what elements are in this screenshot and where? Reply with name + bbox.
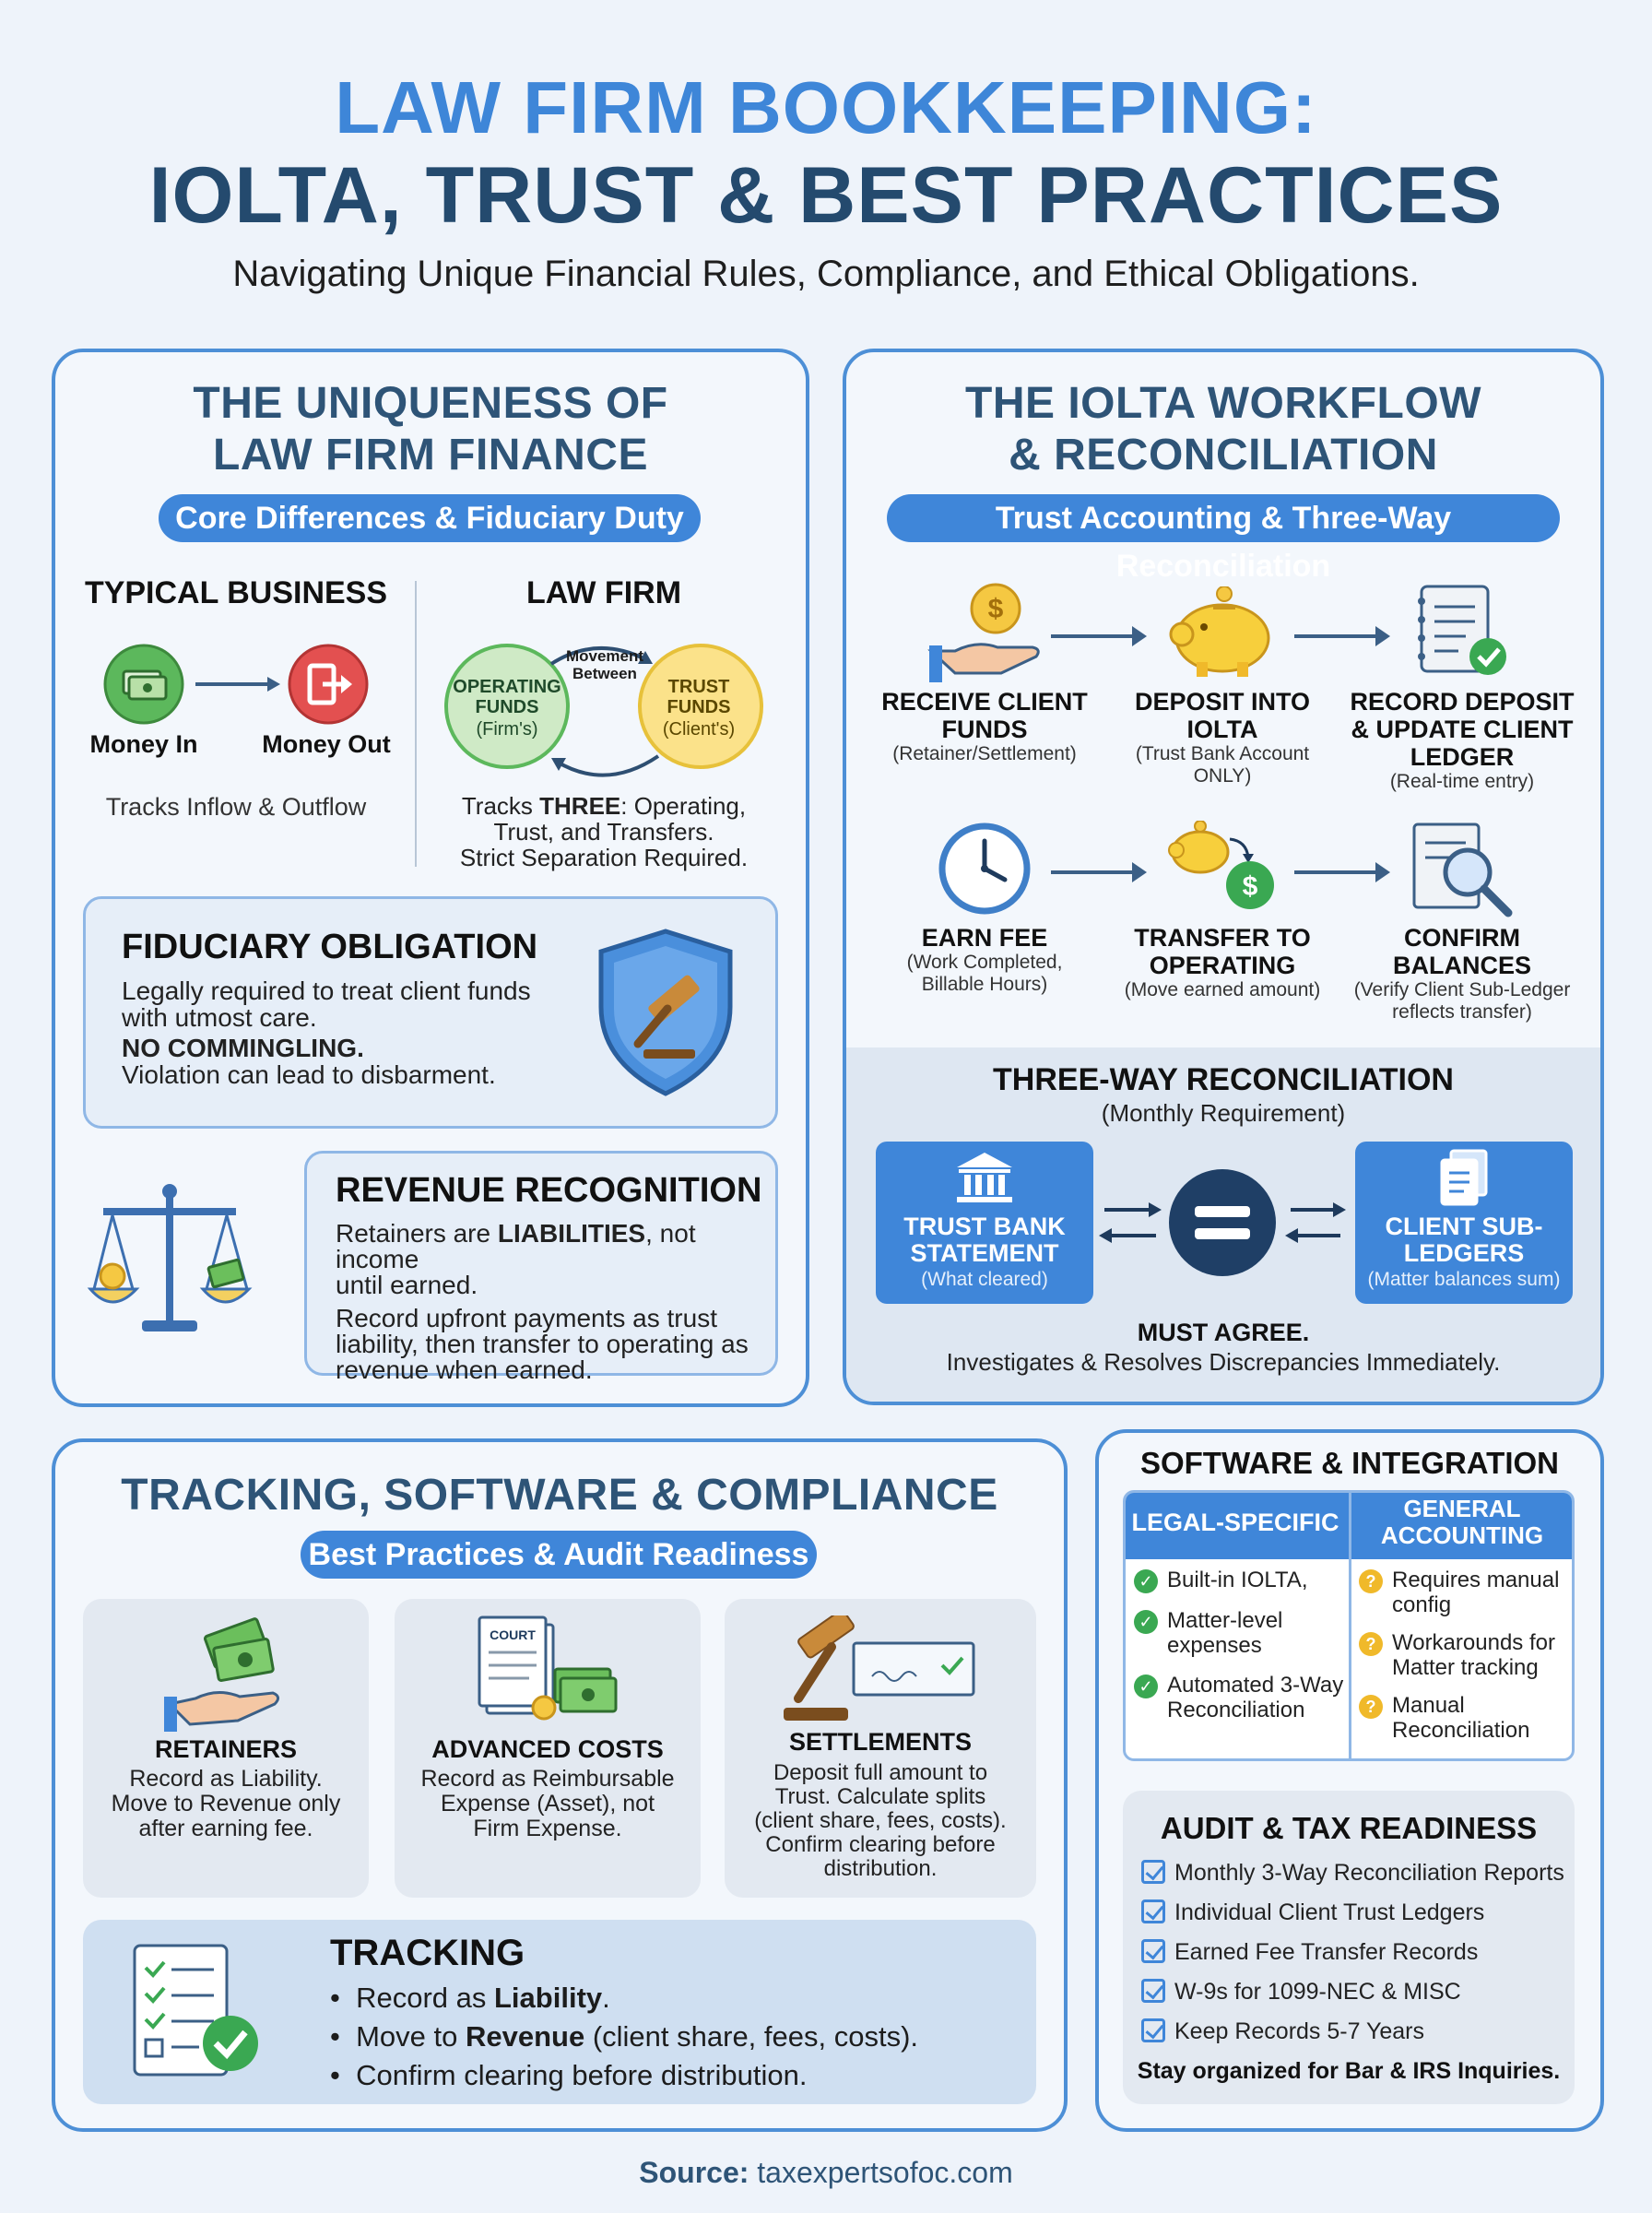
check-icon: ✓ — [1134, 1675, 1158, 1698]
settlements-heading: SETTLEMENTS — [788, 1728, 972, 1756]
fiduciary-heading: FIDUCIARY OBLIGATION — [122, 928, 538, 966]
movement-label: Movement Between — [565, 647, 644, 682]
audit-item: Keep Records 5-7 Years — [1141, 2012, 1575, 2052]
lawfirm-heading: LAW FIRM — [525, 575, 682, 610]
tracking-box-heading: TRACKING — [330, 1933, 525, 1973]
step-receive: RECEIVE CLIENT FUNDS (Retainer/Settlement) — [881, 688, 1088, 764]
title-line-2: IOLTA, TRUST & BEST PRACTICES — [148, 151, 1504, 240]
iolta-title-2: & RECONCILIATION — [1009, 431, 1438, 479]
software-heading: SOFTWARE & INTEGRATION — [1139, 1446, 1560, 1480]
tracking-box-list: • Record as Liability. • Move to Revenue (client share, fees, costs). • Confirm clearing before distribution. — [330, 1982, 919, 2091]
money-in-icon — [105, 645, 183, 723]
svg-text:$: $ — [1242, 871, 1258, 902]
advanced-costs-heading: ADVANCED COSTS — [431, 1735, 664, 1763]
arrow-2 — [1294, 634, 1386, 638]
source-line — [0, 2156, 1652, 2190]
uniqueness-title-2: LAW FIRM FINANCE — [213, 431, 648, 479]
retainers-heading: RETAINERS — [154, 1735, 297, 1763]
scales-icon — [87, 1178, 253, 1344]
legal-feature: ✓ Matter-level expenses — [1134, 1608, 1348, 1673]
operating-funds-label: OPERATING FUNDS — [453, 677, 561, 717]
shield-gavel-icon — [592, 924, 739, 1099]
operating-funds-sub: (Firm's) — [476, 719, 538, 740]
checklist-icon — [125, 1936, 273, 2093]
transfer-money-icon — [1163, 821, 1283, 918]
checkbox-icon — [1141, 1979, 1165, 2003]
settlement-gavel-icon — [784, 1615, 855, 1721]
audit-item: Earned Fee Transfer Records — [1141, 1933, 1575, 1972]
hand-coin-icon — [927, 581, 1047, 682]
svg-text:$: $ — [987, 594, 1004, 624]
step-deposit: DEPOSIT INTO IOLTA (Trust Bank Account ONLY) — [1134, 688, 1311, 787]
gavel-check-icon — [780, 1615, 983, 1730]
revenue-text: Retainers are LIABILITIES, not income until earned. Record upfront payments as trust liability, then transfer to operating as revenue when earned. — [336, 1219, 749, 1384]
question-icon: ? — [1359, 1569, 1383, 1593]
retainers-text: Record as Liability. Move to Revenue only after earning fee. — [111, 1766, 341, 1841]
documents-icon — [1438, 1149, 1490, 1208]
audit-heading: AUDIT & TAX READINESS — [1160, 1811, 1538, 1845]
general-feature: ? Manual Reconciliation — [1359, 1693, 1573, 1756]
arrow-4 — [1294, 870, 1386, 874]
recon-sub: (Monthly Requirement) — [1101, 1099, 1346, 1127]
uniqueness-title-1: THE UNIQUENESS OF — [193, 379, 668, 428]
ledger-check-icon — [1410, 583, 1512, 684]
iolta-pill: Trust Accounting & Three-Way Reconciliation — [887, 494, 1560, 542]
audit-item: W-9s for 1099-NEC & MISC — [1141, 1972, 1575, 2012]
client-ledgers-label: CLIENT SUB- LEDGERS — [1385, 1213, 1543, 1267]
recon-heading: THREE-WAY RECONCILIATION — [993, 1062, 1454, 1097]
check-icon: ✓ — [1134, 1610, 1158, 1634]
money-flow-icons — [100, 640, 376, 728]
typical-caption: Tracks Inflow & Outflow — [105, 793, 367, 821]
step-record: RECORD DEPOSIT & UPDATE CLIENT LEDGER (Real-time entry) — [1350, 688, 1575, 792]
client-ledgers-sub: (Matter balances sum) — [1367, 1269, 1561, 1290]
tracking-pill: Best Practices & Audit Readiness — [301, 1531, 817, 1579]
step-confirm: CONFIRM BALANCES (Verify Client Sub-Ledger reflects transfer) — [1353, 924, 1571, 1023]
uniqueness-pill: Core Differences & Fiduciary Duty — [159, 494, 701, 542]
subtitle: Navigating Unique Financial Rules, Compliance, and Ethical Obligations. — [232, 254, 1420, 294]
col-general-accounting: GENERAL ACCOUNTING — [1380, 1495, 1544, 1549]
fiduciary-text: Legally required to treat client funds with utmost care. NO COMMINGLING. Violation can lead to disbarment. — [122, 976, 531, 1089]
bank-icon — [955, 1151, 1014, 1204]
money-in-label: Money In — [89, 730, 198, 758]
checkbox-icon — [1141, 2018, 1165, 2042]
source-label: Source: — [639, 2156, 749, 2189]
piggy-bank-icon — [1163, 586, 1283, 679]
must-agree: MUST AGREE. — [1137, 1319, 1310, 1346]
title-line-1: LAW FIRM BOOKKEEPING: — [335, 66, 1317, 148]
checkbox-icon — [1141, 1939, 1165, 1963]
trust-funds-sub: (Client's) — [662, 719, 736, 740]
magnifier-document-icon — [1410, 821, 1517, 918]
court-label: COURT — [490, 1627, 536, 1642]
lawfirm-caption: Tracks THREE: Operating, Trust, and Transfers. Strict Separation Required. — [459, 792, 749, 871]
audit-item: Individual Client Trust Ledgers — [1141, 1893, 1575, 1933]
col-legal-specific: LEGAL-SPECIFIC — [1131, 1509, 1339, 1536]
investigate-text: Investigates & Resolves Discrepancies Immediately. — [946, 1348, 1501, 1376]
step-earn: EARN FEE (Work Completed, Billable Hours) — [906, 924, 1063, 995]
trust-funds-label: TRUST FUNDS — [667, 677, 731, 717]
audit-item: Monthly 3-Way Reconciliation Reports — [1141, 1853, 1575, 1893]
typical-heading: TYPICAL BUSINESS — [84, 575, 388, 610]
money-out-label: Money Out — [262, 730, 391, 758]
checkbox-icon — [1141, 1860, 1165, 1884]
settlements-text: Deposit full amount to Trust. Calculate splits (client share, fees, costs). Confirm clearing before distribution. — [754, 1760, 1007, 1881]
tracking-title: TRACKING, SOFTWARE & COMPLIANCE — [121, 1471, 998, 1520]
money-out-icon — [289, 645, 367, 723]
comparison-divider — [415, 581, 417, 867]
advanced-costs-text: Record as Reimbursable Expense (Asset), not Firm Expense. — [420, 1766, 675, 1841]
iolta-title-1: THE IOLTA WORKFLOW — [965, 379, 1481, 428]
arrow-1 — [1051, 634, 1143, 638]
general-feature: ? Requires manual config — [1359, 1568, 1573, 1630]
trust-bank-sub: (What cleared) — [921, 1269, 1048, 1290]
source-url: taxexpertsofoc.com — [757, 2156, 1013, 2189]
general-features — [1359, 1568, 1573, 1756]
question-icon: ? — [1359, 1695, 1383, 1719]
step-transfer: TRANSFER TO OPERATING (Move earned amount) — [1124, 924, 1321, 1000]
hand-cash-icon — [162, 1615, 291, 1735]
legal-feature: ✓ Built-in IOLTA, — [1134, 1568, 1348, 1608]
audit-footer: Stay organized for Bar & IRS Inquiries. — [1137, 2058, 1561, 2084]
general-feature: ? Workarounds for Matter tracking — [1359, 1630, 1573, 1693]
check-icon: ✓ — [1134, 1569, 1158, 1593]
trust-bank-label: TRUST BANK STATEMENT — [903, 1213, 1066, 1267]
clock-icon — [937, 821, 1032, 917]
court-document-icon — [474, 1612, 621, 1735]
question-icon: ? — [1359, 1632, 1383, 1656]
revenue-heading: REVENUE RECOGNITION — [336, 1171, 762, 1210]
checkbox-icon — [1141, 1899, 1165, 1923]
legal-feature: ✓ Automated 3-Way Reconciliation — [1134, 1673, 1348, 1737]
audit-list — [1141, 1853, 1575, 2052]
arrow-3 — [1051, 870, 1143, 874]
legal-features — [1134, 1568, 1348, 1737]
